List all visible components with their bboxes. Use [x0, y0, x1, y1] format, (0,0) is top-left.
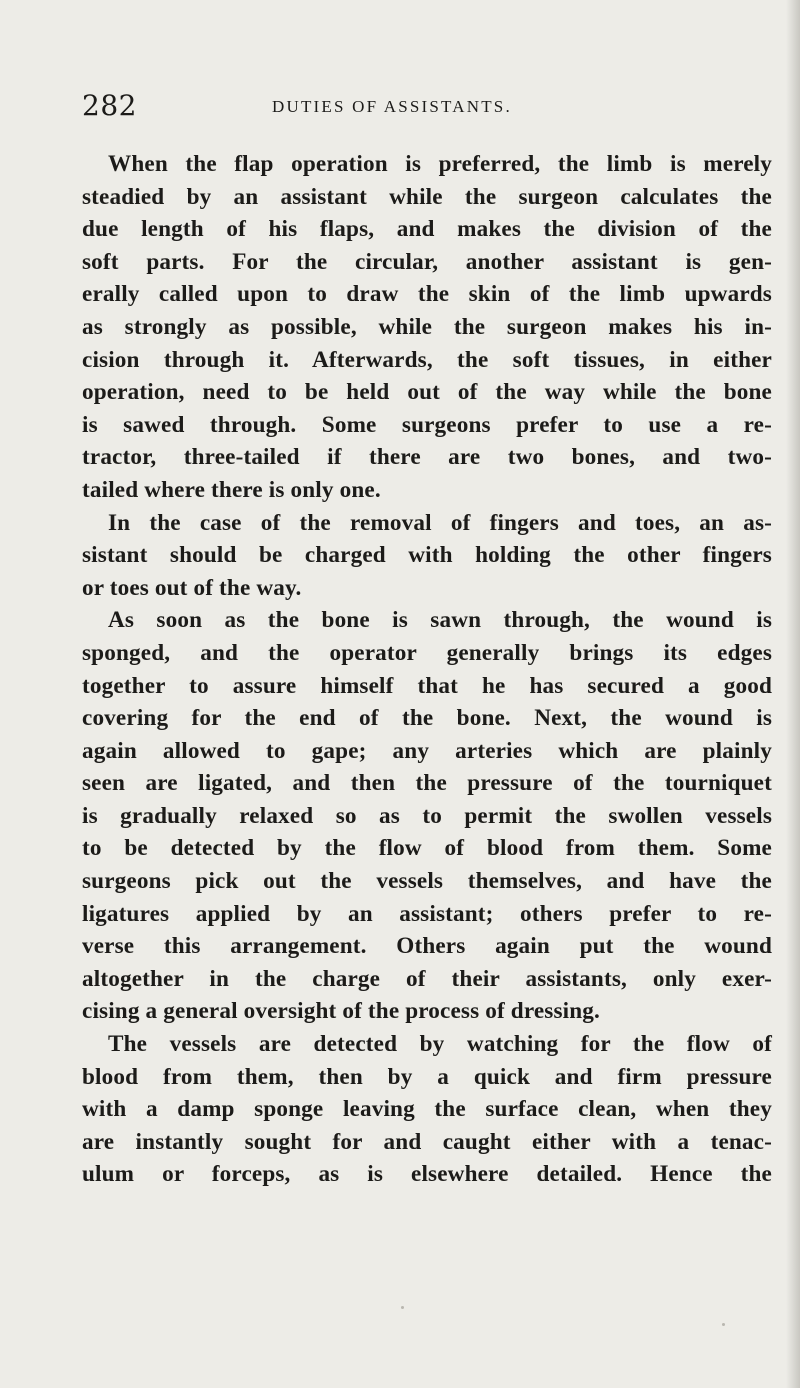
body-text: [82, 148, 772, 1191]
running-head: DUTIES OF ASSISTANTS.: [272, 97, 512, 116]
text-line: surgeons pick out the vessels themselves, and have the: [82, 868, 772, 895]
text-line: tractor, three-tailed if there are two bones, and two-: [82, 444, 772, 471]
page-header: [82, 88, 782, 124]
page-number: 282: [82, 89, 137, 122]
text-line: steadied by an assistant while the surgeon calculates the: [82, 183, 772, 210]
text-line: or toes out of the way.: [82, 574, 302, 601]
text-line: as strongly as possible, while the surgeon makes his in-: [82, 313, 772, 340]
text-line: is sawed through. Some surgeons prefer to use a re-: [82, 411, 772, 438]
text-line: blood from them, then by a quick and firm pressure: [82, 1063, 772, 1090]
paper-speck: [401, 1306, 404, 1309]
text-line: cision through it. Afterwards, the soft tissues, in either: [82, 346, 772, 373]
text-line: The vessels are detected by watching for the flow of: [108, 1031, 772, 1058]
text-line: erally called upon to draw the skin of the limb upwards: [82, 281, 772, 308]
text-line: covering for the end of the bone. Next, the wound is: [82, 705, 772, 732]
text-line: sponged, and the operator generally brings its edges: [82, 639, 772, 666]
text-line: When the flap operation is preferred, the limb is merely: [108, 151, 772, 177]
text-line: ligatures applied by an assistant; others prefer to re-: [82, 900, 772, 927]
text-line: seen are ligated, and then the pressure of the tourniquet: [82, 770, 772, 797]
text-line: ulum or forceps, as is elsewhere detailed. Hence the: [82, 1161, 772, 1188]
text-line: operation, need to be held out of the way while the bone: [82, 379, 772, 406]
text-line: altogether in the charge of their assistants, only exer-: [82, 965, 772, 992]
text-line: again allowed to gape; any arteries which are plainly: [82, 737, 772, 764]
text-line: together to assure himself that he has secured a good: [82, 672, 772, 699]
page-edge-shadow: [786, 0, 800, 1388]
text-line: tailed where there is only one.: [82, 476, 381, 503]
text-line: verse this arrangement. Others again put the wound: [82, 933, 772, 960]
text-line: soft parts. For the circular, another assistant is gen-: [82, 248, 772, 275]
text-line: with a damp sponge leaving the surface clean, when they: [82, 1096, 772, 1123]
text-line: sistant should be charged with holding the other fingers: [82, 542, 772, 569]
text-line: In the case of the removal of fingers and toes, an as-: [108, 509, 772, 536]
text-line: due length of his flaps, and makes the division of the: [82, 216, 772, 243]
text-line: is gradually relaxed so as to permit the swollen vessels: [82, 802, 772, 829]
paper-speck: [722, 1323, 725, 1326]
text-line: are instantly sought for and caught either with a tenac-: [82, 1128, 772, 1155]
text-line: As soon as the bone is sawn through, the wound is: [108, 607, 772, 634]
text-line: to be detected by the flow of blood from them. Some: [82, 835, 772, 862]
text-line: cising a general oversight of the process of dressing.: [82, 998, 600, 1025]
